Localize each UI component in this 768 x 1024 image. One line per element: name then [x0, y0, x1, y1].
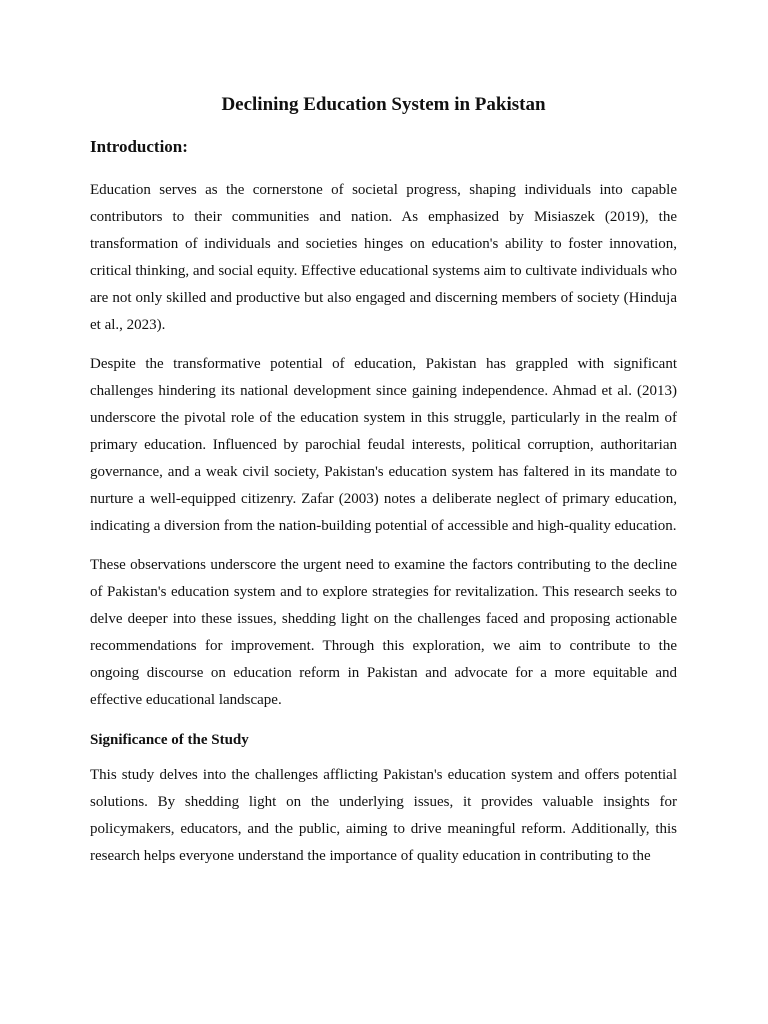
introduction-heading: Introduction: — [90, 137, 188, 156]
significance-paragraph: This study delves into the challenges afflicting Pakistan's education system and offers potential solutions. By shedding light on the underlying issues, it provides valuable insights for policymakers, educators, and the public, aiming to drive meaningful reform. Additionally, this research helps everyone understand the importance of quality education in contributing to the — [90, 767, 677, 864]
intro-paragraph-2: Despite the transformative potential of education, Pakistan has grappled with significant challenges hindering its national development since gaining independence. Ahmad et al. (2013) underscore the pivotal role of the education system in this struggle, particularly in the realm of primary education. Influenced by parochial feudal interests, political corruption, authoritarian governance, and a weak civil society, Pakistan's education system has faltered in its mandate to nurture a well-equipped citizenry. Zafar (2003) notes a deliberate neglect of primary education, indicating a diversion from the nation-building potential of accessible and high-quality education. — [90, 356, 677, 534]
intro-paragraph-1: Education serves as the cornerstone of societal progress, shaping individuals into capable contributors to their communities and nation. As emphasized by Misiaszek (2019), the transformation of individuals and societies hinges on education's ability to foster innovation, critical thinking, and social equity. Effective educational systems aim to cultivate individuals who are not only skilled and productive but also engaged and discerning members of society (Hinduja et al., 2023). — [90, 182, 677, 333]
document-page — [90, 92, 677, 870]
significance-heading: Significance of the Study — [90, 732, 249, 748]
intro-paragraph-3: These observations underscore the urgent need to examine the factors contributing to the decline of Pakistan's education system and to explore strategies for revitalization. This research seeks to delve deeper into these issues, shedding light on the challenges faced and proposing actionable recommendations for improvement. Through this exploration, we aim to contribute to the ongoing discourse on education reform in Pakistan and advocate for a more equitable and effective educational landscape. — [90, 557, 677, 708]
document-title: Declining Education System in Pakistan — [221, 94, 546, 115]
